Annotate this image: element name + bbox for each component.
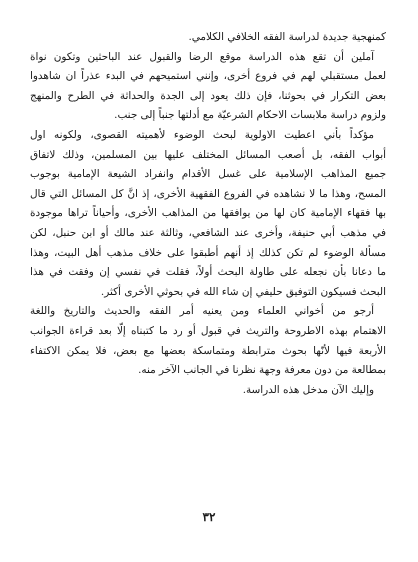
text-line: لعمل مستقبلي لهم في فروع أخرى، وإنني استميحهم في البدء عذراً ان شاهدوا: [30, 70, 386, 83]
paragraph-request: [30, 302, 386, 380]
page-body: [30, 28, 386, 400]
paragraph-intro-end: [30, 28, 386, 48]
text-line: ما دعانا بأن نجعله على طاولة البحث أولاً، فقلت في نفسي إن وفقت في هذا: [30, 266, 386, 279]
text-line: كمنهجية جديدة لدراسة الفقه الخلافي الكلامي.: [188, 31, 386, 43]
text-line: آملين أن تقع هذه الدراسة موقع الرضا والقبول عند الباحثين وتكون نواة: [30, 50, 374, 63]
text-line: بها فقهاء الإمامية كان لها من يوافقها من المذاهب الأخرى، وأحياناً تراها موجودة: [30, 207, 386, 220]
paragraph-closing: [30, 381, 386, 401]
text-line: الأربعة فيها لأنّها بحوث مترابطة ومتماسكة بعضها مع بعض، فلا يمكن الاكتفاء: [30, 344, 386, 357]
paragraph-wudu: [30, 126, 386, 302]
text-line: جميع المذاهب الإسلامية على غسل الأقدام وانفراد الشيعة الإمامية بوجوب: [30, 168, 386, 181]
text-line: البحث فسيكون التوفيق حليفي إن شاء الله في بحوثي الأخرى أكثر.: [100, 285, 386, 298]
text-line: بعض التكرار في بحوثنا، فإن ذلك يعود إلى الجدة والحداثة في الطرح والمنهج: [30, 89, 386, 102]
text-line: بمطالعة من دون معرفة وجهة نظرنا في الجانب الآخر منه.: [138, 364, 386, 377]
page-number: ٣٢: [202, 510, 216, 524]
text-line: المسح، وهذا ما لا نشاهده في الفروع الفقهية الأخرى، إذ انَّ كل المسائل التي قال: [30, 187, 386, 200]
text-line: مسألة الوضوء لم تكن كذلك إذ أنهم أطبقوا على خلاف مذهب أهل البيت، وهذا: [30, 246, 386, 259]
paragraph-hope: [30, 48, 386, 126]
text-line: أرجو من أخواني العلماء ومن يعنيه أمر الفقه والحديث والتاريخ واللغة: [30, 305, 374, 318]
text-line: الاهتمام بهذه الاطروحة والتريث في قبول أو رد ما كتبناه إلّا بعد قراءة الجوانب: [30, 324, 386, 337]
text-line: وإليك الآن مدخل هذه الدراسة.: [242, 383, 374, 396]
text-line: أبواب الفقه، بل أصعب المسائل المختلف عليها بين المسلمين، وذلك لاتفاق: [30, 148, 386, 161]
text-line: مؤكداً بأني اعطيت الاولوية لبحث الوضوء لأهميته القصوى، ولكونه اول: [30, 128, 374, 141]
text-line: في مذهب أبي حنيفة، وأخرى عند الشافعي، وثالثة عند مالك أو ابن حنبل، لكن: [30, 226, 386, 239]
text-line: ولزوم دراسة ملابسات الاحكام الشرعيّة مع أدلتها جنباً إلى جنب.: [114, 109, 386, 122]
